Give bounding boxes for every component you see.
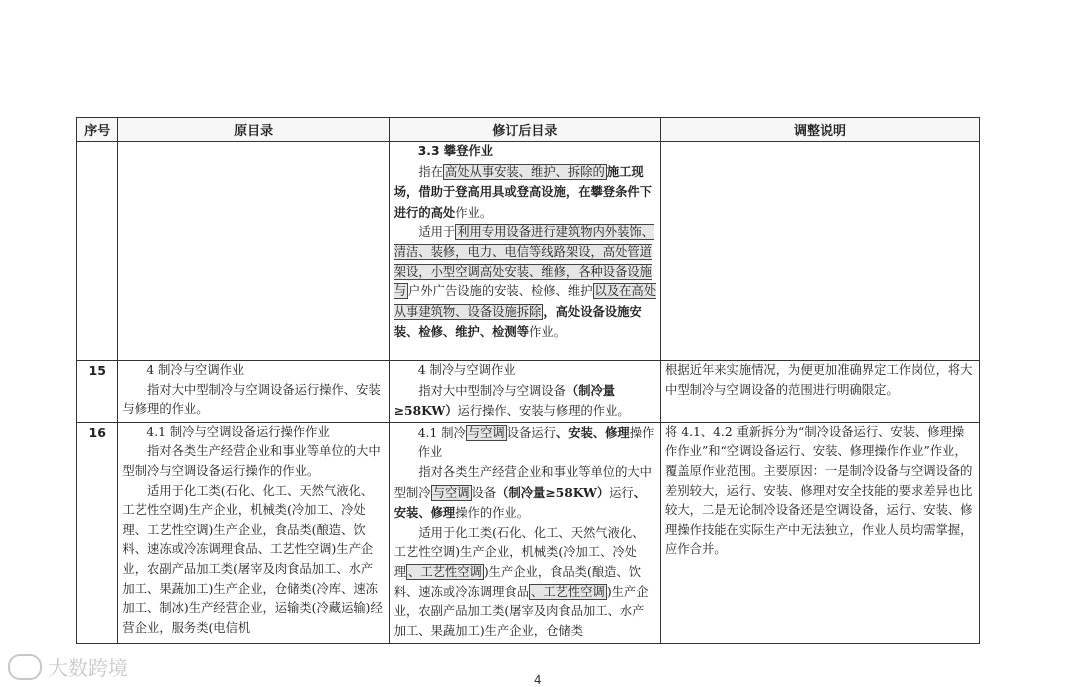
revised-cell [389, 422, 660, 643]
section-title: 4 制冷与空调作业 [417, 363, 516, 377]
original-cell [118, 422, 389, 643]
row-number: 16 [77, 422, 118, 643]
revision-box: 利用专用设备进行建筑物内外装饰、清洁、装修，电力、电信等线路架设，高处管道架设，小型空调高处安装、维修，各种设备设施与 [393, 225, 654, 299]
revision-box: 以及在高处从事建筑物、设备设施拆除 [393, 284, 657, 319]
page-number: 4 [534, 673, 542, 687]
header-no: 序号 [77, 118, 118, 142]
scope-paragraph: 适用于 利用专用设备进行建筑物内外装饰、清洁、装修，电力、电信等线路架设，高处管道架设，小型空调高处安装、维修，各种设备设施与 户外广告设施的安装、检修、维护 以及在高处从事建筑物、设备设施拆除 ，高处设备设施安装、检修、维护、检测等作业。 [393, 225, 657, 340]
revision-table [76, 117, 980, 644]
watermark [8, 652, 128, 681]
revision-box: 高处从事安装、维护、拆除的 [444, 164, 605, 179]
section-title: 3.3 攀登作业 [417, 144, 493, 158]
note-text: 根据近年来实施情况，为便更加准确界定工作岗位，将大中型制冷与空调设备的范围进行明确限定。 [665, 363, 973, 397]
revision-box: 、工艺性空调 [531, 584, 605, 599]
section-title: 4.1 制冷与空调设备运行操作作业 [146, 424, 330, 439]
body-paragraph: 指对大中型制冷与空调设备运行操作、安装与修理的作业。 [122, 382, 381, 417]
watermark-text: 大数跨境 [48, 656, 128, 680]
chat-bubble-icon [8, 654, 42, 680]
row-number: 15 [77, 361, 118, 423]
definition-paragraph: 指对各类生产经营企业和事业等单位的大中型制冷与空调设备运行操作的作业。 [122, 444, 381, 478]
table-row [77, 422, 980, 643]
table-row [77, 361, 980, 423]
definition-paragraph: 指对各类生产经营企业和事业等单位的大中型制冷 与空调 设备（制冷量≥58KW）运行、安装、修理操作的作业。 [393, 464, 652, 521]
header-revised: 修订后目录 [389, 118, 660, 142]
scope-paragraph: 适用于化工类(石化、化工、天然气液化、工艺性空调)生产企业，机械类(冷加工、冷处理、工艺性空调)生产企业，食品类(酿造、饮料、速冻或冷冻调理食品、工艺性空调)生产企业，农副产品加工类(屠宰及肉食品加工、水产加工、果蔬加工)生产企业，仓储类(冷库、速冻加工、制冰)生产经营企业，运输类(冷藏运输)经营企业，服务类(电信机 [122, 483, 383, 635]
definition-paragraph: 指在 高处从事安装、维护、拆除的 施工现场，借助于登高用具或登高设施，在攀登条件下进行的高处作业。 [393, 163, 652, 220]
header-note: 调整说明 [661, 118, 980, 142]
body-paragraph: 指对大中型制冷与空调设备（制冷量≥58KW）运行操作、安装与修理的作业。 [393, 382, 630, 419]
note-text: 将 4.1、4.2 重新拆分为“制冷设备运行、安装、修理操作作业”和“空调设备运行、安装、修理操作作业”作业，覆盖原作业范围。主要原因：一是制冷设备与空调设备的差别较大，运行、安装、修理对安全技能的要求差异也比较大，二是无论制冷设备还是空调设备，运行、安装、修理操作技能在实际生产中无法独立，作业人员均需掌握，应作合并。 [665, 424, 973, 557]
row-number [77, 142, 118, 361]
original-cell [118, 142, 389, 361]
note-cell [661, 422, 980, 643]
table-row [77, 142, 980, 361]
revised-cell [389, 361, 660, 423]
section-title: 4 制冷与空调作业 [146, 363, 245, 377]
header-original: 原目录 [118, 118, 389, 142]
note-cell [661, 361, 980, 423]
scope-paragraph: 适用于化工类(石化、化工、天然气液化、工艺性空调)生产企业，机械类(冷加工、冷处理 、工艺性空调 )生产企业，食品类(酿造、饮料、速冻或冷冻调理食品 、工艺性空调 )生产企业，农副产品加工类(屠宰及肉食品加工、水产加工、果蔬加工)生产企业，仓储类 [393, 525, 649, 638]
note-cell [661, 142, 980, 361]
revision-box: 、工艺性空调 [408, 564, 482, 579]
section-title: 4.1 制冷 与空调 设备运行、安装、修理操作作业 [417, 424, 655, 460]
revision-box: 与空调 [432, 485, 470, 500]
revised-cell [389, 142, 660, 361]
table-header-row [77, 118, 980, 142]
original-cell [118, 361, 389, 423]
revision-box: 与空调 [467, 425, 505, 440]
